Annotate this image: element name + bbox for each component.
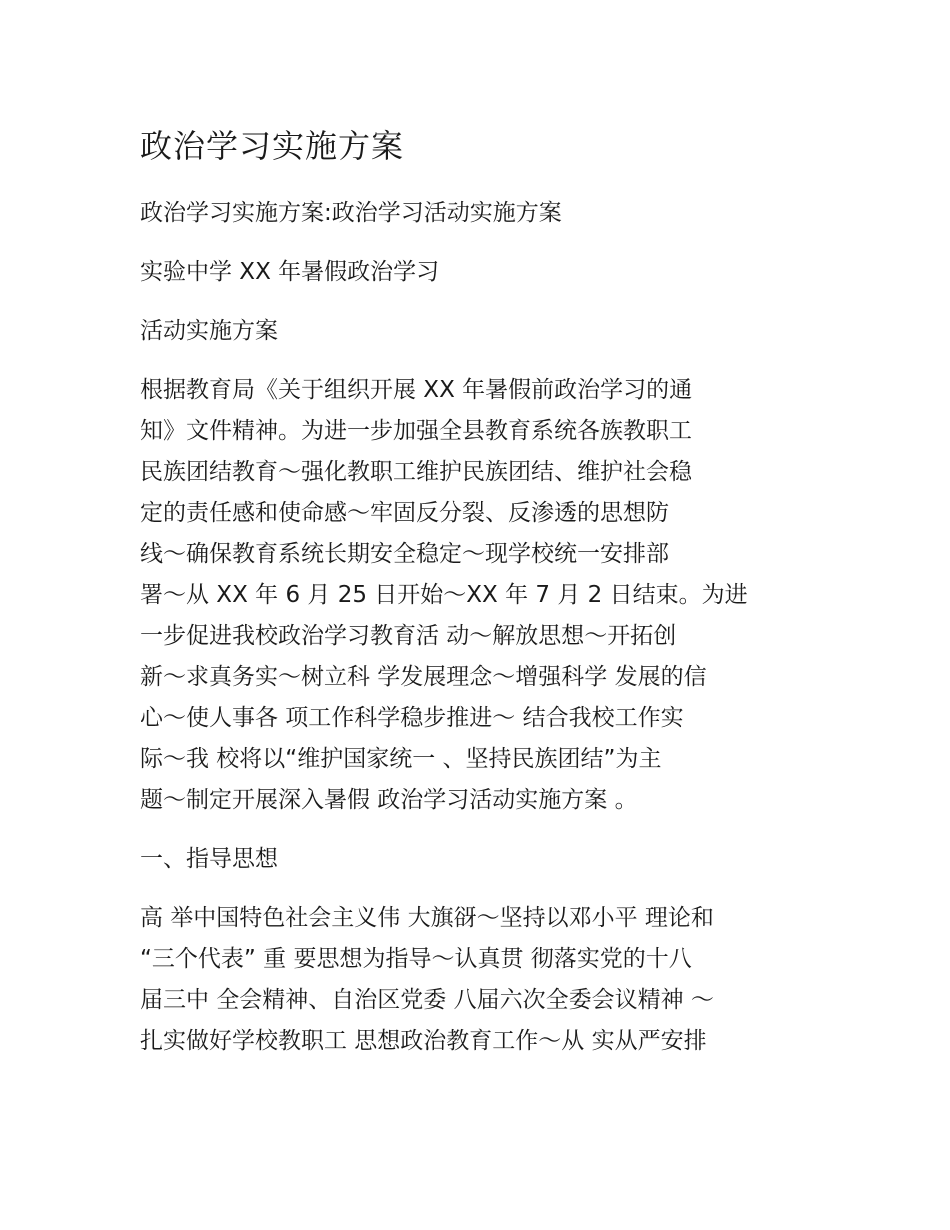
paragraph-1-line: 新～求真务实～树立科 学发展理念～增强科学 发展的信 <box>140 664 707 690</box>
paragraph-1-line: 际～我 校将以“维护国家统一 、坚持民族团结”为主 <box>140 746 662 772</box>
paragraph-1-line: 知》文件精神。为进一步加强全县教育系统各族教职工 <box>140 418 692 444</box>
paragraph-1-line: 线～确保教育系统长期安全稳定～现学校统一安排部 <box>140 541 669 567</box>
paragraph-1-line: 民族团结教育～强化教职工维护民族团结、维护社会稳 <box>140 459 692 485</box>
heading-line-2: 活动实施方案 <box>140 318 278 344</box>
paragraph-1-line: 定的责任感和使命感～牢固反分裂、反渗透的思想防 <box>140 500 669 526</box>
document-title: 政治学习实施方案 <box>140 127 405 165</box>
paragraph-1-line: 根据教育局《关于组织开展 XX 年暑假前政治学习的通 <box>140 377 693 403</box>
paragraph-2-line: “三个代表” 重 要思想为指导～认真贯 彻落实党的十八 <box>140 946 692 972</box>
paragraph-2-line: 扎实做好学校教职工 思想政治教育工作～从 实从严安排 <box>140 1028 707 1054</box>
paragraph-1-line: 心～使人事各 项工作科学稳步推进～ 结合我校工作实 <box>140 705 684 731</box>
paragraph-2-line: 届三中 全会精神、自治区党委 八届六次全委会议精神 ～ <box>140 987 714 1013</box>
paragraph-1-line: 一步促进我校政治学习教育活 动～解放思想～开拓创 <box>140 623 677 649</box>
section-1-heading: 一、指导思想 <box>140 846 278 872</box>
heading-line-1: 实验中学 XX 年暑假政治学习 <box>140 259 440 285</box>
document-subtitle: 政治学习实施方案:政治学习活动实施方案 <box>140 200 562 226</box>
paragraph-1-line: 署～从 XX 年 6 月 25 日开始～XX 年 7 月 2 日结束。为进 <box>140 582 748 608</box>
paragraph-1-line: 题～制定开展深入暑假 政治学习活动实施方案 。 <box>140 787 638 813</box>
paragraph-2-line: 高 举中国特色社会主义伟 大旗谺～坚持以邓小平 理论和 <box>140 905 714 931</box>
